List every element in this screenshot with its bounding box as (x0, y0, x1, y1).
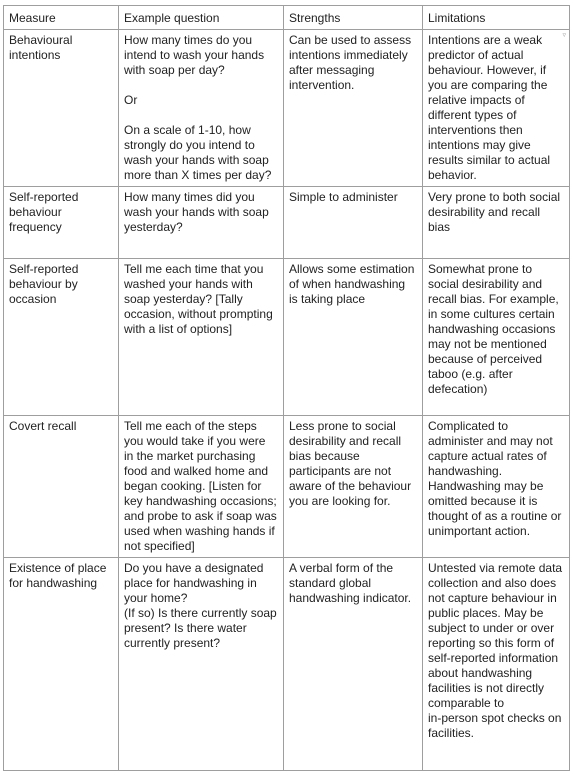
example-cell: How many times did you wash your hands with soap yesterday? (119, 187, 284, 259)
measure-cell: Self-reported behaviour by occasion (4, 259, 119, 416)
limitations-container (428, 33, 564, 183)
strengths-cell: Can be used to assess intentions immediately after messaging intervention. (284, 30, 423, 187)
limitations-cell: Intentions are a weak predictor of actual behaviour. However, if you are comparing the relative impacts of different types of interventions then intentions may give results similar to actual behavior. (428, 33, 551, 182)
cell-menu-icon[interactable]: ▿ (562, 32, 566, 39)
limitations-cell-wrap (423, 30, 570, 187)
limitations-cell: Somewhat prone to social desirability and recall bias. For example, in some cultures certain handwashing occasions may not be mentioned because of perceived taboo (e.g. after defecation) (423, 259, 570, 416)
strengths-cell: Simple to administer (284, 187, 423, 259)
header-measure: Measure (4, 6, 119, 30)
measure-cell: Covert recall (4, 416, 119, 558)
header-limitations: Limitations (423, 6, 570, 30)
example-cell: How many times do you intend to wash your hands with soap per day? Or On a scale of 1-10, how strongly do you intend to wash your hands with soap more than X times per day? (119, 30, 284, 187)
table-row (4, 30, 570, 187)
limitations-cell: Untested via remote data collection and also does not capture behaviour in public places. May be subject to under or over reporting so this form of self-reported information about handwashing facilities is not directly comparable to in-person spot checks on facilities. (423, 558, 570, 771)
limitations-cell: Very prone to both social desirability and recall bias (423, 187, 570, 259)
strengths-cell: Less prone to social desirability and recall bias because participants are not aware of the behaviour you are looking for. (284, 416, 423, 558)
measure-cell: Existence of place for handwashing (4, 558, 119, 771)
table-row (4, 558, 570, 771)
table-row (4, 187, 570, 259)
example-cell: Tell me each of the steps you would take if you were in the market purchasing food and walked home and began cooking. [Listen for key handwashing occasions; and probe to ask if soap was used when washing hands if not specified] (119, 416, 284, 558)
example-cell: Tell me each time that you washed your hands with soap yesterday? [Tally occasion, without prompting with a list of options] (119, 259, 284, 416)
table-row (4, 416, 570, 558)
header-strengths: Strengths (284, 6, 423, 30)
header-example-question: Example question (119, 6, 284, 30)
header-row (4, 6, 570, 30)
measure-cell: Self-reported behaviour frequency (4, 187, 119, 259)
strengths-cell: Allows some estimation of when handwashing is taking place (284, 259, 423, 416)
measure-cell: Behavioural intentions (4, 30, 119, 187)
strengths-cell: A verbal form of the standard global handwashing indicator. (284, 558, 423, 771)
example-cell: Do you have a designated place for handwashing in your home? (If so) Is there currently soap present? Is there water currently present? (119, 558, 284, 771)
table-row (4, 259, 570, 416)
measures-table (3, 5, 570, 771)
limitations-cell: Complicated to administer and may not capture actual rates of handwashing. Handwashing may be omitted because it is thought of as a routine or unimportant action. (423, 416, 570, 558)
